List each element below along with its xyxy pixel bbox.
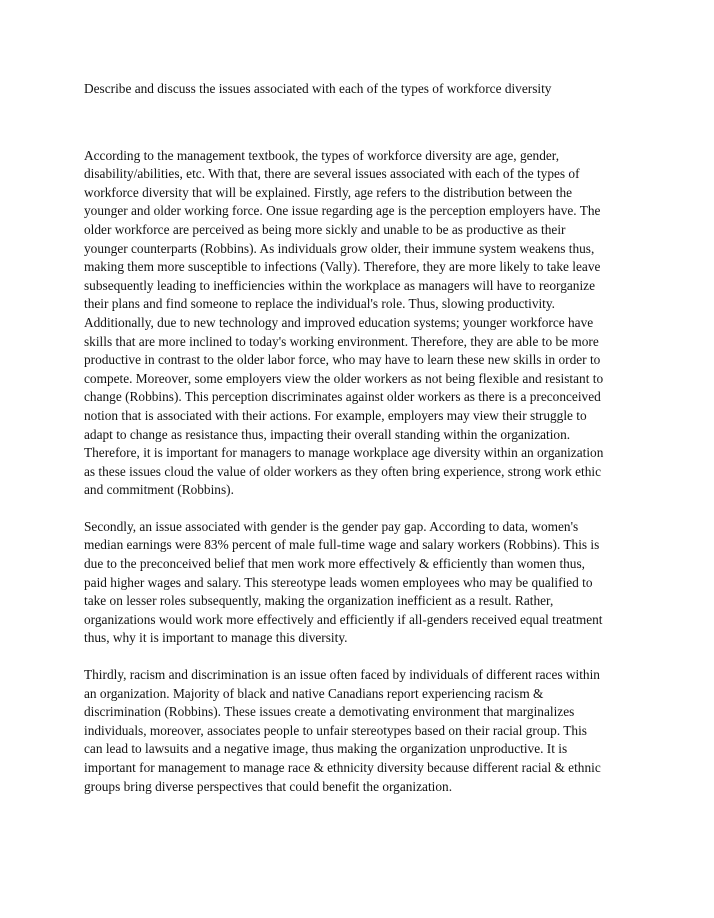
text-line: median earnings were 83% percent of male full-time wage and salary workers (Robbins). This is: [84, 537, 600, 553]
text-line: take on lesser roles subsequently, making the organization inefficient as a result. Rather,: [84, 593, 554, 609]
text-line: due to the preconceived belief that men work more effectively & efficiently than women thus,: [84, 556, 585, 572]
text-line: skills that are more inclined to today's working environment. Therefore, they are able to be more: [84, 333, 599, 349]
text-line: paid higher wages and salary. This stereotype leads women employees who may be qualified to: [84, 574, 593, 590]
text-line: groups bring diverse perspectives that could benefit the organization.: [84, 778, 453, 794]
text-line: younger and older working force. One issue regarding age is the perception employers have. The: [84, 203, 601, 219]
text-line: younger counterparts (Robbins). As individuals grow older, their immune system weakens thus,: [84, 240, 595, 256]
text-line: thus, why it is important to manage this diversity.: [84, 630, 348, 646]
text-line: Additionally, due to new technology and improved education systems; younger workforce have: [84, 314, 594, 330]
text-line: an organization. Majority of black and native Canadians report experiencing racism &: [84, 685, 544, 701]
text-line: productive in contrast to the older labor force, who may have to learn these new skills in order to: [84, 352, 601, 368]
text-line: older workforce are perceived as being more sickly and unable to be as productive as their: [84, 221, 566, 237]
text-line: and commitment (Robbins).: [84, 482, 234, 498]
text-line: notion that is associated with their actions. For example, employers may view their struggle to: [84, 407, 587, 423]
text-line: can lead to lawsuits and a negative image, thus making the organization unproductive. It is: [84, 741, 568, 757]
text-line: individuals, moreover, associates people to unfair stereotypes based on their racial group. This: [84, 722, 587, 738]
text-line: disability/abilities, etc. With that, there are several issues associated with each of the types of: [84, 166, 580, 182]
text-line: adapt to change as resistance thus, impacting their overall standing within the organization.: [84, 426, 571, 442]
text-line: organizations would work more effectively and efficiently if all-genders received equal treatment: [84, 611, 603, 627]
text-line: as these issues cloud the value of older workers as they often bring experience, strong work ethic: [84, 463, 602, 479]
paragraph-age: [84, 147, 636, 500]
text-line: Thirdly, racism and discrimination is an issue often faced by individuals of different races within: [84, 667, 600, 683]
document-title: Describe and discuss the issues associated with each of the types of workforce diversity: [84, 81, 552, 96]
paragraph-race: [84, 666, 636, 796]
text-line: workforce diversity that will be explained. Firstly, age refers to the distribution between the: [84, 184, 573, 200]
text-line: subsequently leading to inefficiencies within the workplace as managers will have to reorganize: [84, 277, 595, 293]
text-line: discrimination (Robbins). These issues create a demotivating environment that marginalizes: [84, 704, 575, 720]
document-body: [84, 80, 636, 814]
text-line: making them more susceptible to infections (Vally). Therefore, they are more likely to take leave: [84, 259, 601, 275]
text-line: important for management to manage race & ethnicity diversity because different racial & ethnic: [84, 760, 601, 775]
text-line: compete. Moreover, some employers view the older workers as not being flexible and resistant to: [84, 370, 604, 386]
text-line: change (Robbins). This perception discriminates against older workers as there is a preconceived: [84, 389, 601, 405]
text-line: Therefore, it is important for managers to manage workplace age diversity within an organization: [84, 445, 604, 461]
text-line: According to the management textbook, the types of workforce diversity are age, gender,: [84, 147, 560, 163]
text-line: Secondly, an issue associated with gender is the gender pay gap. According to data, women's: [84, 518, 579, 534]
paragraph-gender: [84, 518, 636, 648]
text-line: their plans and find someone to replace the individual's role. Thus, slowing productivity.: [84, 296, 556, 312]
